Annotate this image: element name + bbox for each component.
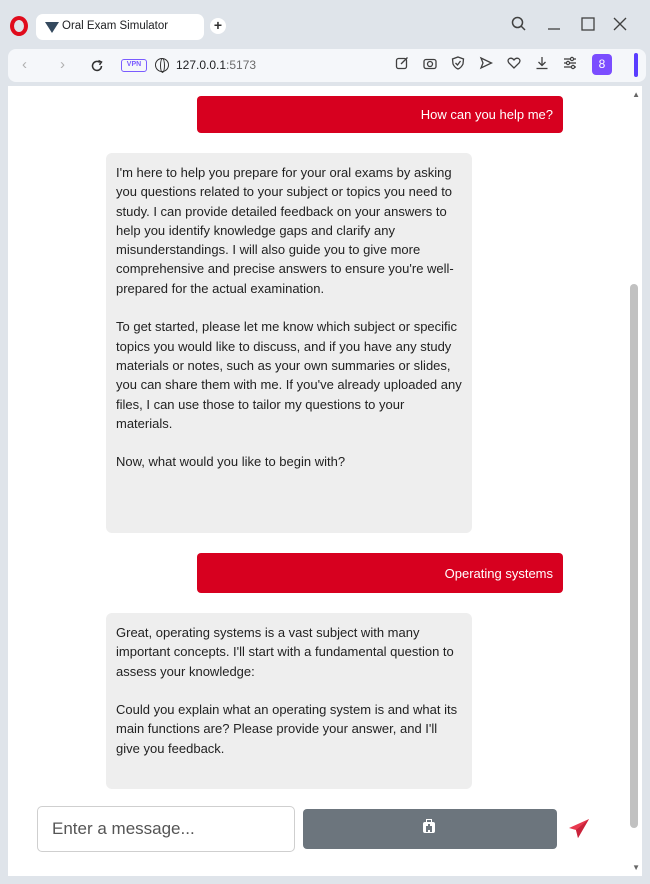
close-icon[interactable] [612,12,628,37]
user-message [197,96,563,133]
search-tabs-icon[interactable] [511,12,527,37]
heart-icon[interactable] [505,56,523,74]
edit-page-icon[interactable] [393,56,411,74]
user-message-text: How can you help me? [420,107,553,122]
address-bar[interactable] [176,58,256,72]
site-info-icon[interactable] [155,58,169,72]
assistant-paragraph: Could you explain what an operating system is and what its main functions are? Please provide your answer, and I'll give you feedback. [116,702,458,756]
scrollbar-thumb[interactable] [630,284,638,828]
message-input-wrapper [37,806,295,852]
forward-icon[interactable]: › [60,56,65,73]
assistant-paragraph: Great, operating systems is a vast subject with many important concepts. I'll start with a fundamental question to assess your knowledge: [116,625,454,679]
send-button[interactable] [568,818,590,840]
profile-avatar[interactable]: 8 [592,54,612,75]
briefcase-icon [423,822,435,833]
upload-files-button[interactable] [303,809,557,849]
new-tab-button[interactable]: + [210,18,226,34]
browser-tab[interactable] [36,14,204,40]
vue-favicon-icon [45,22,59,33]
shield-icon[interactable] [449,56,467,74]
assistant-message [106,153,472,533]
maximize-icon[interactable] [580,12,596,37]
opera-logo-icon[interactable] [10,16,28,36]
user-message [197,553,563,593]
assistant-paragraph: I'm here to help you prepare for your oral exams by asking you questions related to your subject or topics you need to study. I can provide detailed feedback on your answers to help you identify knowledge gaps and clarify any misunderstandings. I will also guide you to give more comprehensive and precise answers to ensure you're well-prepared for the actual examination. [116,165,454,296]
scroll-up-icon[interactable]: ▲ [632,90,640,99]
minimize-icon[interactable] [546,12,562,37]
user-message-text: Operating systems [444,565,553,581]
paper-plane-icon [568,818,590,840]
download-icon[interactable] [533,56,551,74]
browser-titlebar [0,0,650,48]
camera-icon[interactable] [421,56,439,74]
tab-title: Oral Exam Simulator [62,20,169,32]
vpn-badge[interactable]: VPN [121,59,147,72]
message-input[interactable] [38,807,294,851]
reload-icon[interactable] [90,56,104,78]
assistant-message [106,613,472,789]
back-icon[interactable]: ‹ [22,56,27,73]
assistant-paragraph: To get started, please let me know which subject or specific topics you would like to discuss, and if you have any study materials or notes, such as your own summaries or slides, you can share them with me. If you've already uploaded any files, I can use those to tailor my questions to your materials. [116,319,462,431]
url-host: 127.0.0.1 [176,58,227,72]
easy-setup-icon[interactable] [561,56,579,74]
url-port: :5173 [226,58,257,72]
address-toolbar [8,49,646,82]
sidebar-toggle[interactable] [634,53,638,77]
send-flow-icon[interactable] [477,56,495,74]
assistant-paragraph: Now, what would you like to begin with? [116,454,346,470]
scroll-down-icon[interactable]: ▼ [632,863,640,872]
chat-page [8,86,642,876]
